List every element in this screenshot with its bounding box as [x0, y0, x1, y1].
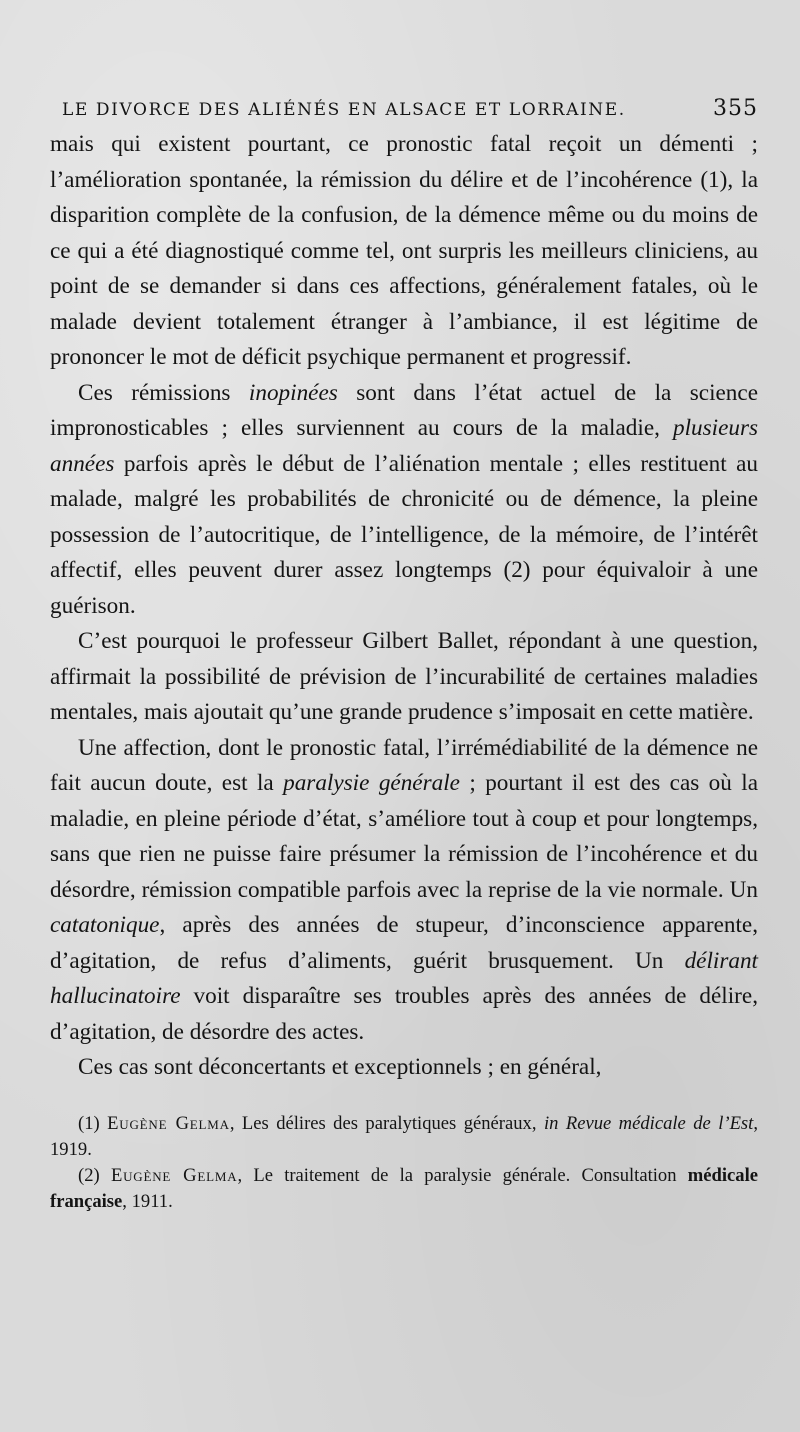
bold-text: médicale française [50, 1164, 758, 1212]
text-run: ; pourtant il est des cas où la maladie, en pleine période d’état, s’améliore tout à coup et pour longtemps, sans que rien ne puisse faire présumer la rémission de l’incohérence et du désordre, rémission compatible parfois avec la reprise de la vie normale. Un [50, 770, 758, 903]
italic-text: catatonique [50, 912, 160, 938]
text-run: , après des années de stupeur, d’inconscience apparente, d’agitation, de refus d’aliments, guérit brusquement. Un [50, 912, 758, 974]
text-run: Une affection, dont le pronostic fatal, l’irrémédiabilité de la démence ne fait aucun doute, est la [50, 734, 758, 796]
paragraph [50, 731, 758, 1051]
paragraph [50, 624, 758, 731]
paragraph [50, 376, 758, 625]
running-title: LE DIVORCE DES ALIÉNÉS EN ALSACE ET LORRAINE. [62, 100, 626, 120]
footnote [50, 1163, 758, 1215]
text-run: , Le traitement de la paralysie générale. Consultation [237, 1164, 688, 1186]
running-head [62, 96, 758, 121]
text-run: , 1919. [50, 1112, 758, 1160]
text-run: (2) [78, 1164, 111, 1186]
paragraph [50, 1050, 758, 1086]
italic-text: paralysie générale [283, 770, 460, 796]
author-name: Eugène Gelma [110, 1164, 238, 1186]
text-run: mais qui existent pourtant, ce pronostic fatal reçoit un démenti ; l’amélioration spontanée, la rémission du délire et de l’incohérence (1), la disparition complète de la confusion, de la démence même ou du moins de ce qui a été diagnostiqué comme tel, ont surpris les meilleurs cliniciens, au point de se demander si dans ces affections, généralement fatales, où le malade devient totalement étranger à l’ambiance, il est légitime de prononcer le mot de déficit psychique permanent et progressif. [50, 131, 758, 370]
italic-text: plusieurs années [50, 415, 758, 477]
text-run: (1) [78, 1112, 108, 1134]
text-run: Ces rémissions [78, 379, 249, 406]
text-run: C’est pourquoi le professeur Gilbert Ballet, répondant à une question, affirmait la possibilité de prévision de l’incurabilité de certaines maladies mentales, mais ajoutait qu’une grande prudence s’imposait en cette matière. [50, 628, 758, 725]
italic-text: in Revue médicale de l’Est [543, 1112, 754, 1134]
footnote [50, 1111, 758, 1163]
text-run: voit disparaître ses troubles après des années de délire, d’agitation, de désordre des actes. [50, 983, 758, 1045]
text-run: , Les délires des paralytiques généraux, [229, 1112, 544, 1134]
text-run: parfois après le début de l’aliénation mentale ; elles restituent au malade, malgré les probabilités de chronicité ou de démence, la pleine possession de l’autocritique, de l’intelligence, de la mémoire, de l’intérêt affectif, elles peuvent durer assez longtemps (2) pour équivaloir à une guérison. [50, 450, 758, 619]
text-run: sont dans l’état actuel de la science impronosticables ; elles surviennent au cours de la maladie, [50, 379, 758, 441]
paragraph [50, 127, 758, 376]
text-run: , 1911. [122, 1190, 173, 1212]
italic-text: délirant hallucinatoire [50, 947, 758, 1009]
text-run: Ces cas sont déconcertants et exceptionnels ; en général, [78, 1054, 602, 1080]
italic-text: inopinées [248, 379, 338, 406]
page-number: 355 [713, 96, 758, 121]
footnotes [50, 1111, 758, 1215]
body-text [50, 127, 758, 1086]
author-name: Eugène Gelma [107, 1112, 230, 1134]
